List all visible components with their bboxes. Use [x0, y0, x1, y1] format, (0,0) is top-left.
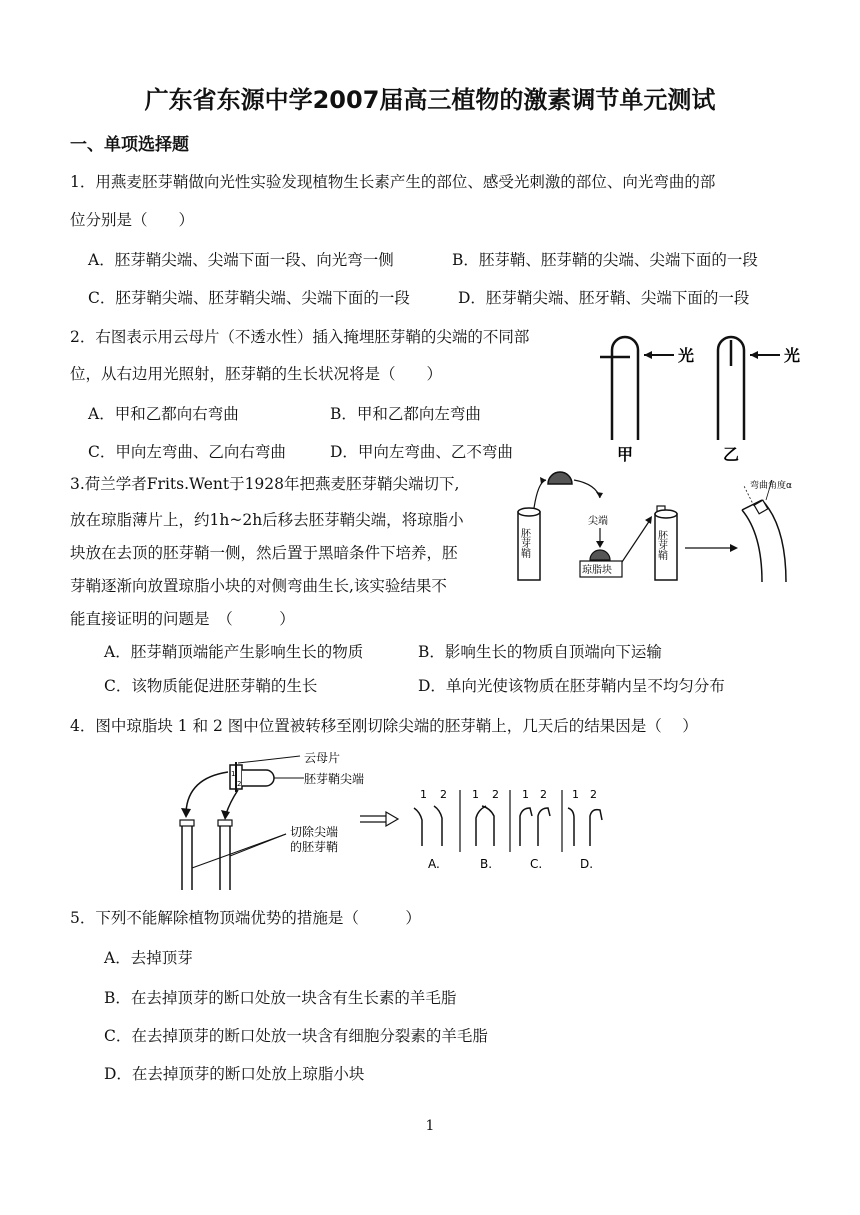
q2-light-label-yi: 光 — [784, 346, 801, 365]
q4-d-num-2: 2 — [590, 788, 597, 801]
q3-tip-label: 尖端 — [588, 516, 608, 527]
q4-coleoptile-tip — [242, 770, 274, 786]
q3-option-a: A．胚芽鞘顶端能产生影响生长的物质 — [104, 643, 364, 661]
q1-option-d: D．胚芽鞘尖端、胚牙鞘、尖端下面的一段 — [458, 289, 750, 307]
q4-agar-num-2-top: 2 — [237, 780, 242, 788]
q5-option-a: A．去掉顶芽 — [104, 949, 193, 967]
q5-option-c: C．在去掉顶芽的断口处放一块含有细胞分裂素的羊毛脂 — [104, 1027, 488, 1045]
q2-option-d: D．甲向左弯曲、乙不弯曲 — [330, 443, 513, 461]
q4-a-label: A. — [428, 857, 440, 871]
q3-stem-line1: 3.荷兰学者Frits.Went于1928年把燕麦胚芽鞘尖端切下, — [70, 475, 460, 493]
q2-figure — [590, 320, 840, 470]
q4-d-label: D. — [580, 857, 594, 871]
q1-stem-line1: 1．用燕麦胚芽鞘做向光性实验发现植物生长素产生的部位、感受光刺激的部位、向光弯曲的部 — [70, 173, 716, 191]
q5-stem: 5．下列不能解除植物顶端优势的措施是（ ） — [70, 909, 421, 927]
q4-a-num-1: 1 — [420, 788, 427, 801]
q3-bent-coleoptile — [762, 500, 786, 582]
q2-label-yi: 乙 — [723, 445, 740, 464]
q1-stem-line2: 位分别是（ ） — [70, 211, 195, 229]
q4-option-a-figure — [414, 788, 447, 871]
q4-a-num-2: 2 — [440, 788, 447, 801]
q3-coleoptile-label-left: 胚芽鞘 — [518, 528, 530, 558]
q2-option-b: B．甲和乙都向左弯曲 — [330, 405, 481, 423]
page-title: 广东省东源中学2007届高三植物的激素调节单元测试 — [144, 86, 716, 114]
q3-tip — [548, 472, 572, 484]
q4-option-b-figure — [472, 788, 499, 871]
q3-stem-line4: 芽鞘逐渐向放置琼脂小块的对侧弯曲生长,该实验结果不 — [70, 577, 447, 595]
q4-cut-label-2: 的胚芽鞘 — [290, 840, 339, 854]
q4-c-num-2: 2 — [540, 788, 547, 801]
q4-option-d-figure — [568, 788, 602, 871]
q4-tip-label: 胚芽鞘尖端 — [304, 772, 365, 786]
q2-coleoptile-jia — [612, 337, 638, 440]
q1-option-b: B．胚芽鞘、胚芽鞘的尖端、尖端下面的一段 — [452, 251, 758, 269]
q4-b-num-1: 1 — [472, 788, 479, 801]
q5-option-b: B．在去掉顶芽的断口处放一块含有生长素的羊毛脂 — [104, 989, 457, 1007]
section-heading: 一、单项选择题 — [70, 135, 189, 155]
q4-figure — [170, 750, 630, 900]
q2-light-label-jia: 光 — [678, 346, 695, 365]
q3-stem-line5: 能直接证明的问题是 （ ） — [70, 610, 295, 628]
q1-option-a: A．胚芽鞘尖端、尖端下面一段、向光弯一侧 — [88, 251, 394, 269]
q4-b-num-2: 2 — [492, 788, 499, 801]
q3-figure — [510, 462, 840, 592]
q2-option-c: C．甲向左弯曲、乙向右弯曲 — [88, 443, 286, 461]
q3-stem-line3: 块放在去顶的胚芽鞘一侧，然后置于黑暗条件下培养，胚 — [70, 544, 458, 562]
q3-option-d: D．单向光使该物质在胚芽鞘内呈不均匀分布 — [418, 677, 725, 695]
q4-option-c-figure — [520, 788, 550, 871]
q2-label-jia: 甲 — [617, 445, 634, 464]
q4-cut-label-1: 切除尖端 — [290, 825, 339, 839]
q3-agar-label: 琼脂块 — [582, 565, 612, 576]
q2-option-a: A．甲和乙都向右弯曲 — [88, 405, 239, 423]
q4-b-label: B. — [480, 857, 493, 871]
q2-stem-line1: 2．右图表示用云母片（不透水性）插入掩埋胚芽鞘的尖端的不同部 — [70, 328, 530, 346]
q4-agar-num-1-top: 1 — [231, 770, 236, 778]
q5-option-d: D．在去掉顶芽的断口处放上琼脂小块 — [104, 1065, 365, 1083]
q3-stem-line2: 放在琼脂薄片上，约1h~2h后移去胚芽鞘尖端，将琼脂小 — [70, 511, 464, 529]
q4-result-arrow — [386, 812, 398, 826]
q4-stem: 4．图中琼脂块 1 和 2 图中位置被转移至刚切除尖端的胚芽鞘上，几天后的结果因是（ ） — [70, 717, 698, 735]
q4-c-num-1: 1 — [522, 788, 529, 801]
q1-option-c: C．胚芽鞘尖端、胚芽鞘尖端、尖端下面的一段 — [88, 289, 410, 307]
q4-c-label: C. — [530, 857, 543, 871]
q3-angle-label: 弯曲角度α — [750, 481, 792, 491]
q2-stem-line2: 位，从右边用光照射，胚芽鞘的生长状况将是（ ） — [70, 365, 443, 383]
q4-d-num-1: 1 — [572, 788, 579, 801]
q3-coleoptile-label-middle: 胚芽鞘 — [655, 530, 667, 560]
q3-option-c: C．该物质能促进胚芽鞘的生长 — [104, 677, 318, 695]
page-number: 1 — [425, 1118, 435, 1134]
q3-option-b: B．影响生长的物质自顶端向下运输 — [418, 643, 662, 661]
q4-mica-label: 云母片 — [304, 751, 341, 765]
